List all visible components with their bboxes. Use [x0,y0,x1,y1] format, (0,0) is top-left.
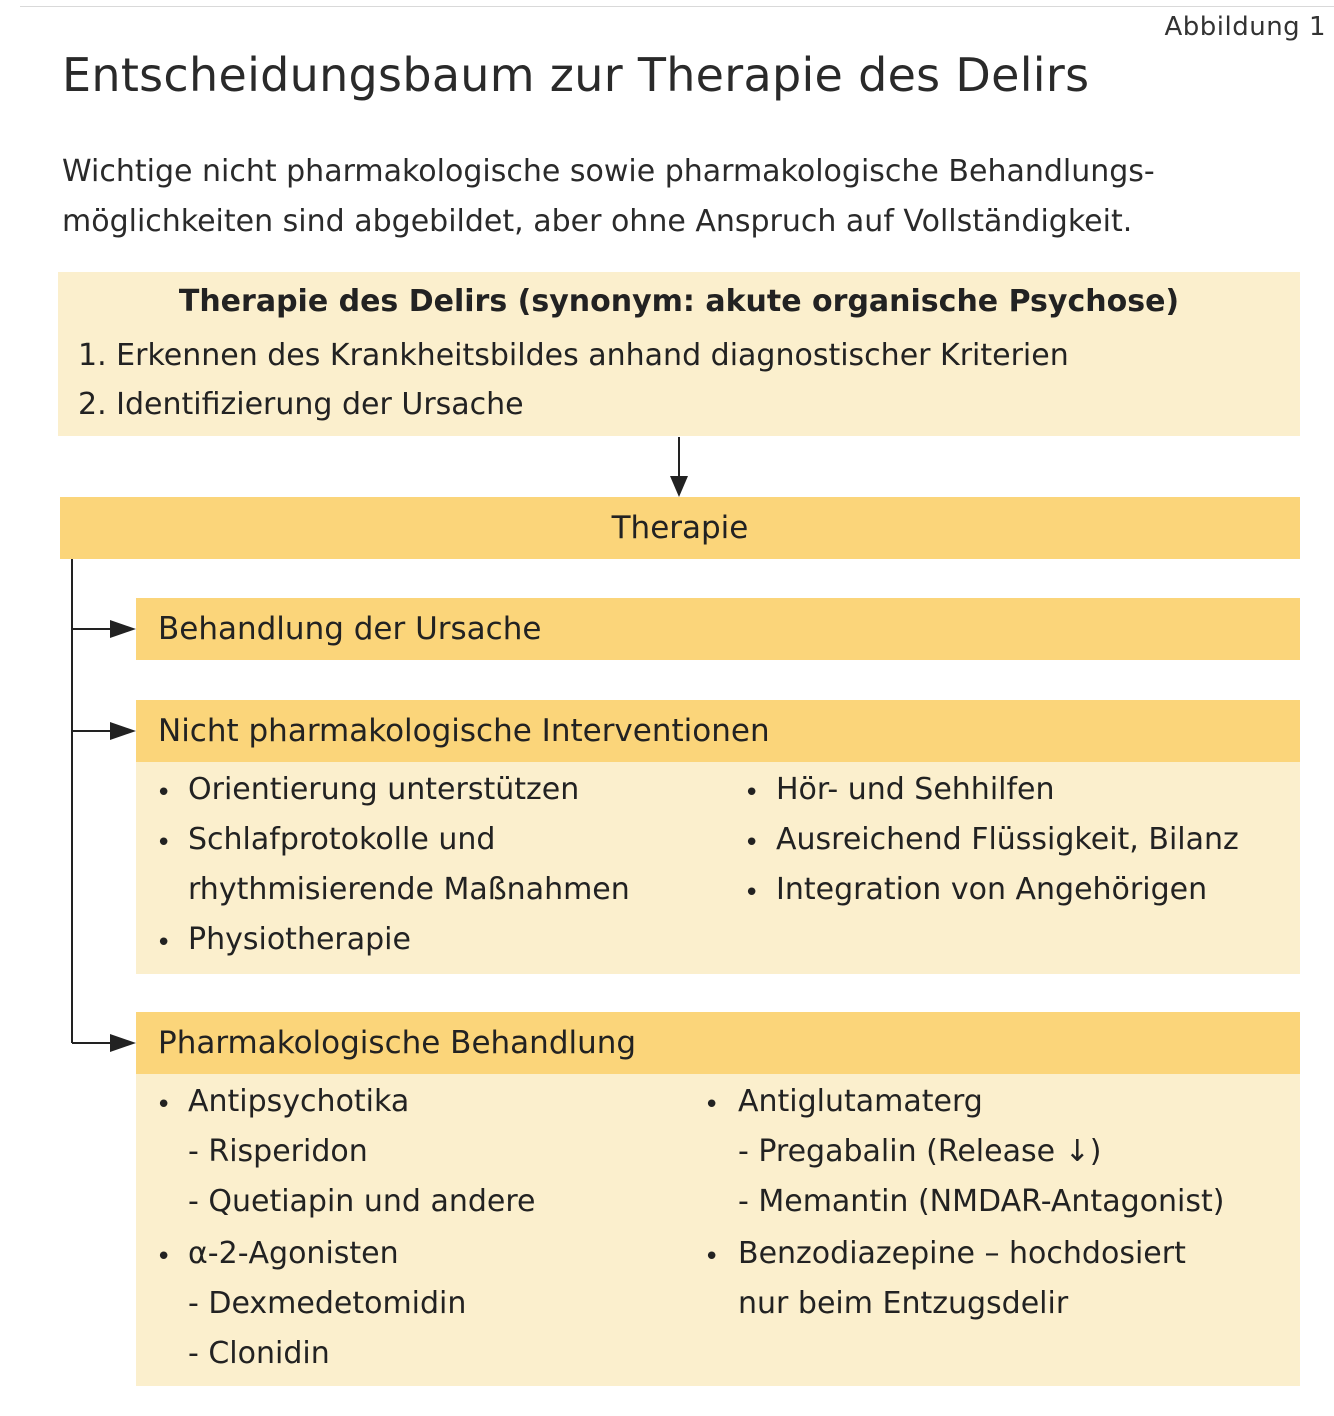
subtitle-line-2: möglichkeiten sind abgebildet, aber ohne Anspruch auf Vollständigkeit. [62,204,1133,239]
branch-nonpharm-panel [136,762,1300,974]
subtitle-line-1: Wichtige nicht pharmakologische sowie pharmakologische Behandlungs- [62,154,1155,189]
arrowhead-pharm [110,1034,136,1052]
branch-cause [136,598,1300,660]
bullet: • [156,778,172,808]
pharm-item: α-2-Agonisten [188,1236,399,1271]
nonpharm-item-cont: rhythmisierende Maßnahmen [188,872,630,907]
bullet: • [704,1242,720,1272]
arrowhead-cause [110,620,136,638]
nonpharm-item: Hör- und Sehhilfen [776,772,1055,807]
bullet: • [156,928,172,958]
branch-nonpharm-header [136,700,1300,762]
pharm-subitem: - Risperidon [188,1134,368,1169]
bullet: • [704,1090,720,1120]
figure-label: Abbildung 1 [1164,12,1326,42]
pharm-item: Benzodiazepine – hochdosiert [738,1236,1186,1271]
pharm-subitem: - Dexmedetomidin [188,1286,467,1321]
top-box-heading: Therapie des Delirs (synonym: akute organische Psychose) [178,284,1180,319]
branch-nonpharm-label: Nicht pharmakologische Interventionen [158,713,770,749]
nonpharm-item: Schlafprotokolle und [188,822,496,857]
pharm-item: Antiglutamaterg [738,1084,983,1119]
branch-pharm-label: Pharmakologische Behandlung [158,1025,637,1061]
pharm-subitem: - Pregabalin (Release ↓) [738,1134,1102,1169]
bullet: • [156,1242,172,1272]
therapie-node: Therapie [60,497,1300,559]
bullet: • [156,828,172,858]
bullet: • [156,1090,172,1120]
branch-pharm-header [136,1012,1300,1074]
arrowhead-nonpharm [110,722,136,740]
pharm-subitem: - Memantin (NMDAR-Antagonist) [738,1184,1225,1219]
pharm-item: Antipsychotika [188,1084,410,1119]
pharm-subitem: - Quetiapin und andere [188,1184,536,1219]
pharm-subitem: - Clonidin [188,1336,330,1371]
nonpharm-item: Physiotherapie [188,922,411,957]
bullet: • [744,828,760,858]
nonpharm-item: Orientierung unterstützen [188,772,580,807]
diagram-title: Entscheidungsbaum zur Therapie des Delirs [62,48,1090,102]
bullet: • [744,778,760,808]
nonpharm-item: Ausreichend Flüssigkeit, Bilanz [776,822,1239,857]
top-box-step-1: 1. Erkennen des Krankheitsbildes anhand diagnostischer Kriterien [78,338,1069,373]
arrowhead-therapie [670,476,688,497]
top-box-step-2: 2. Identifizierung der Ursache [78,387,524,422]
nonpharm-item: Integration von Angehörigen [776,872,1208,907]
branch-pharm-panel [136,1074,1300,1386]
bullet: • [744,878,760,908]
pharm-item-cont: nur beim Entzugsdelir [738,1286,1069,1321]
branch-cause-label: Behandlung der Ursache [158,611,542,647]
